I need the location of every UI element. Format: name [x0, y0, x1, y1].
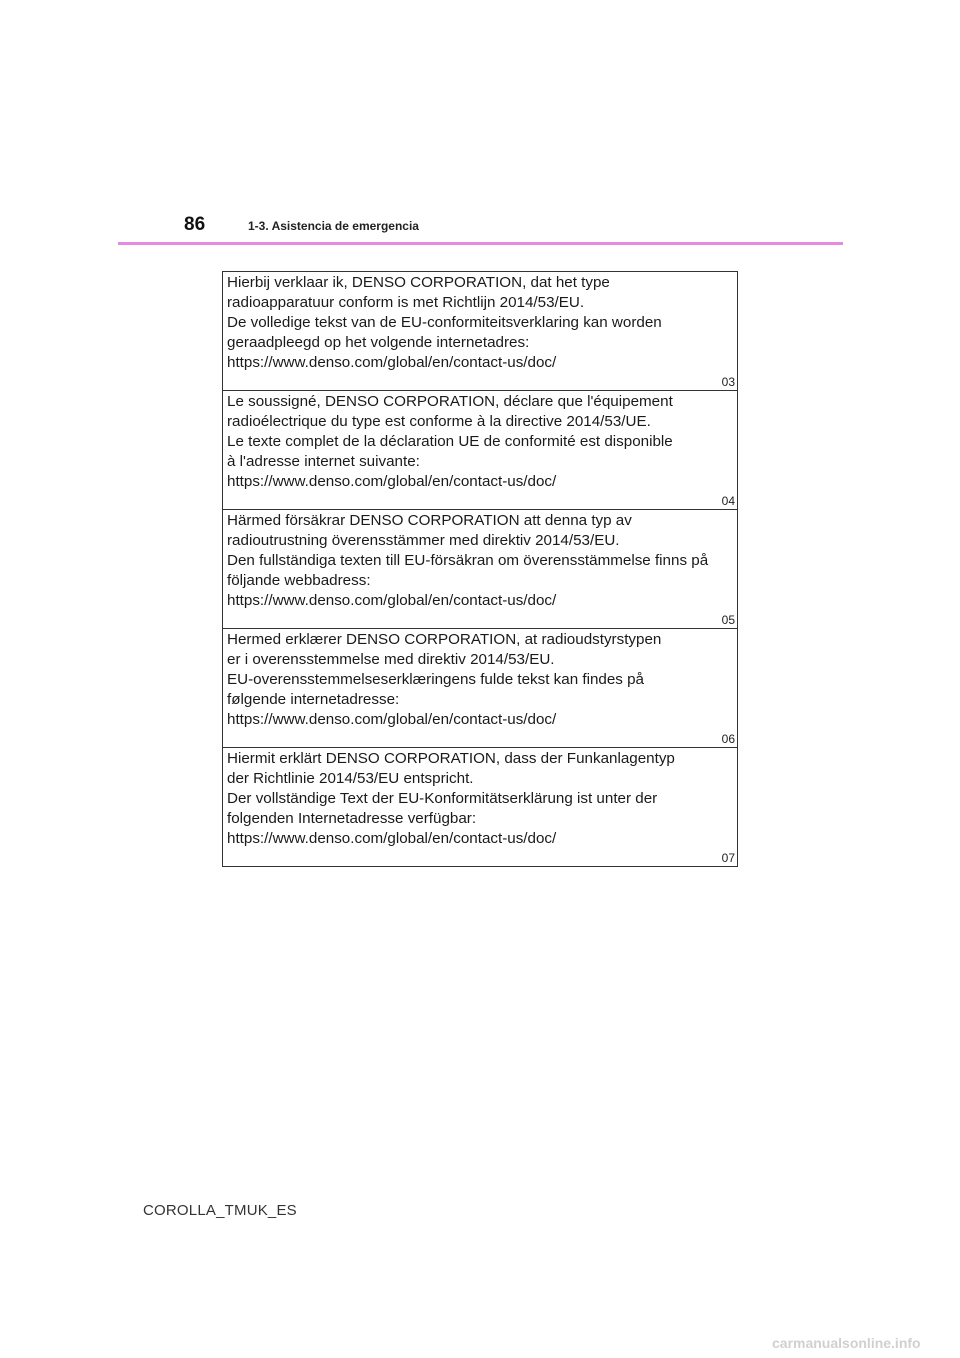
declaration-line: EU-overensstemmelseserklæringens fulde tekst kan findes på — [227, 671, 645, 688]
declaration-block-fr — [223, 391, 737, 510]
declaration-line: geraadpleegd op het volgende internetadres: — [227, 334, 530, 351]
declaration-code: 03 — [721, 375, 735, 389]
declaration-line: radioutrustning överensstämmer med direktiv 2014/53/EU. — [227, 532, 620, 549]
declaration-code: 05 — [721, 613, 735, 627]
declaration-url: https://www.denso.com/global/en/contact-us/doc/ — [227, 473, 557, 490]
declaration-line: Der vollständige Text der EU-Konformitätserklärung ist unter der — [227, 790, 658, 807]
declaration-line: Den fullständiga texten till EU-försäkran om överensstämmelse finns på — [227, 552, 709, 569]
declaration-block-de — [223, 748, 737, 866]
declaration-line: Hiermit erklärt DENSO CORPORATION, dass der Funkanlagentyp — [227, 750, 675, 767]
declaration-line: à l'adresse internet suivante: — [227, 453, 420, 470]
declaration-url: https://www.denso.com/global/en/contact-us/doc/ — [227, 592, 557, 609]
header-rule — [118, 242, 843, 245]
declaration-line: Härmed försäkrar DENSO CORPORATION att denna typ av — [227, 512, 632, 529]
declaration-line: er i overensstemmelse med direktiv 2014/53/EU. — [227, 651, 555, 668]
declaration-line: Hermed erklærer DENSO CORPORATION, at radioudstyrstypen — [227, 631, 662, 648]
declaration-url: https://www.denso.com/global/en/contact-us/doc/ — [227, 830, 557, 847]
declaration-line: folgenden Internetadresse verfügbar: — [227, 810, 477, 827]
declaration-block-nl — [223, 272, 737, 391]
declaration-line: De volledige tekst van de EU-conformiteitsverklaring kan worden — [227, 314, 662, 331]
declaration-block-da — [223, 629, 737, 748]
declaration-url: https://www.denso.com/global/en/contact-us/doc/ — [227, 354, 557, 371]
declaration-line: der Richtlinie 2014/53/EU entspricht. — [227, 770, 474, 787]
document-id: COROLLA_TMUK_ES — [143, 1202, 297, 1219]
declaration-line: följande webbadress: — [227, 572, 371, 589]
declaration-url: https://www.denso.com/global/en/contact-us/doc/ — [227, 711, 557, 728]
declaration-code: 04 — [721, 494, 735, 508]
page-number: 86 — [184, 214, 206, 235]
declaration-code: 06 — [721, 732, 735, 746]
declaration-box — [222, 271, 738, 867]
section-title: 1-3. Asistencia de emergencia — [248, 219, 419, 233]
declaration-code: 07 — [721, 851, 735, 865]
declaration-line: følgende internetadresse: — [227, 691, 400, 708]
declaration-block-sv — [223, 510, 737, 629]
declaration-line: Le texte complet de la déclaration UE de conformité est disponible — [227, 433, 673, 450]
declaration-line: Le soussigné, DENSO CORPORATION, déclare que l'équipement — [227, 393, 673, 410]
declaration-line: radioapparatuur conform is met Richtlijn 2014/53/EU. — [227, 294, 585, 311]
declaration-line: Hierbij verklaar ik, DENSO CORPORATION, dat het type — [227, 274, 610, 291]
declaration-line: radioélectrique du type est conforme à la directive 2014/53/UE. — [227, 413, 651, 430]
watermark: carmanualsonline.info — [772, 1335, 921, 1351]
